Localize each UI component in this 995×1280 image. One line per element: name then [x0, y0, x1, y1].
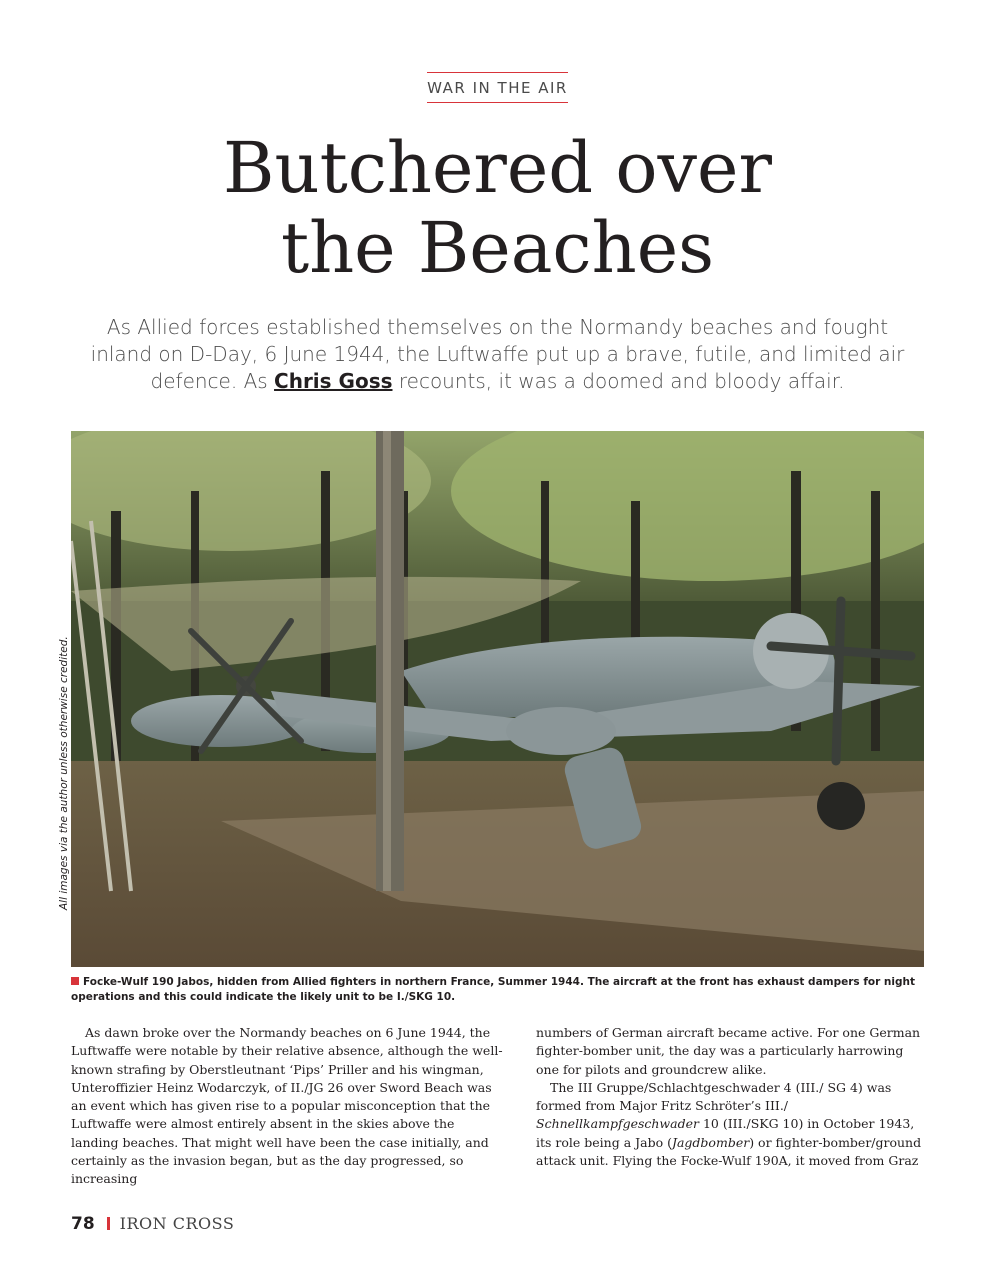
caption-text: Focke-Wulf 190 Jabos, hidden from Allied fighters in northern France, Summer 1944. The aircraft at the front has exhaust dampers for night operations and this could indicate the likely unit to be I./SKG 10.: [71, 976, 916, 1003]
author-name: Chris Goss: [274, 369, 393, 393]
body-column-left: [71, 1024, 503, 1189]
body-paragraph: As dawn broke over the Normandy beaches on 6 June 1944, the Luftwaffe were notable by their relative absence, although the well-known strafing by Oberstleutnant ‘Pips’ Priller and his wingman, Unteroffizier Heinz Wodarczyk, of II./JG 26 over Sword Beach was an event which has given rise to a popular misconception that the Luftwaffe were almost entirely absent in the skies above the landing beaches. That might well have been the case initially, and certainly as the invasion began, but as the day progressed, so increasing: [71, 1025, 503, 1187]
body-text: ) or fighter-bomber/ground attack unit. Flying the Focke-Wulf 190A, it moved from Graz: [536, 1134, 922, 1169]
body-column-right: [536, 1024, 926, 1170]
body-text: 10 (III./SKG 10) in October 1943, its role being a Jabo (: [536, 1116, 915, 1150]
body-paragraph: numbers of German aircraft became active. For one German fighter-bomber unit, the day was a particularly harrowing one for pilots and groundcrew alike.: [536, 1025, 921, 1077]
section-tag-label: WAR IN THE AIR: [427, 72, 568, 103]
body-italic-term: Schnellkampfgeschwader: [536, 1116, 699, 1132]
body-paragraph: [536, 1079, 926, 1170]
standfirst-tail: recounts, it was a doomed and bloody affair.: [392, 369, 845, 393]
photo-caption: [71, 975, 924, 1005]
article-headline: [0, 128, 995, 288]
page-number: 78: [71, 1214, 95, 1234]
headline-line-2: the Beaches: [280, 207, 715, 289]
section-tag: [0, 72, 995, 103]
standfirst: [80, 314, 915, 395]
photo-credit: All images via the author unless otherwise credited.: [58, 636, 70, 910]
standfirst-lead: As Allied forces established themselves on the Normandy beaches and fought inland on D-Day, 6 June 1944, the Luftwaffe put up a brave, futile, and limited air defence. As: [90, 315, 905, 393]
footer-divider: [107, 1217, 110, 1230]
page-footer: [71, 1214, 234, 1234]
article-photo: [71, 431, 924, 967]
caption-marker: [71, 977, 79, 985]
body-italic-term: Jagdbomber: [671, 1134, 750, 1150]
magazine-name: IRON CROSS: [119, 1214, 235, 1233]
headline-line-1: Butchered over: [223, 127, 772, 209]
body-text: The III Gruppe/Schlachtgeschwader 4 (III./ SG 4) was formed from Major Fritz Schröter’s III./: [536, 1079, 892, 1114]
photo-illustration: [71, 431, 924, 967]
